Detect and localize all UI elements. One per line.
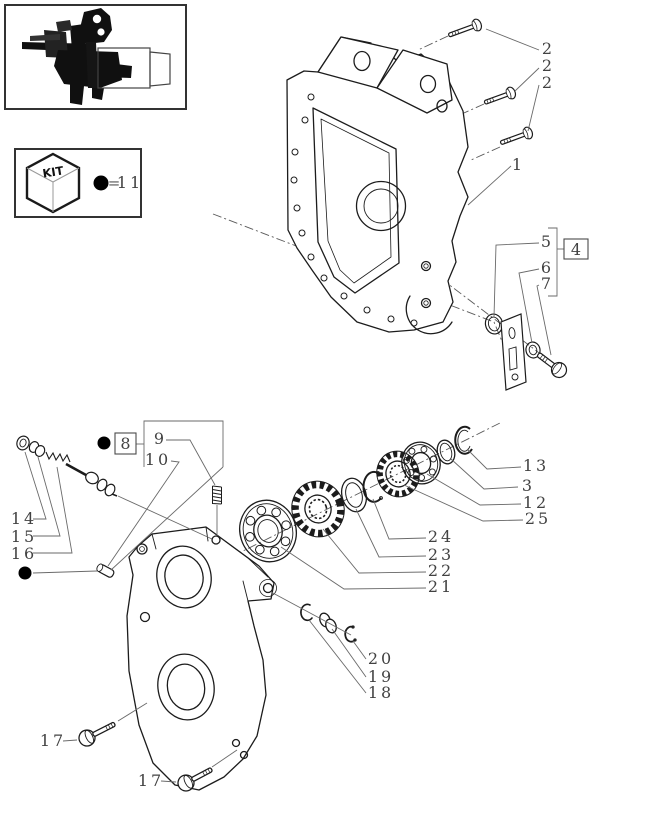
callout-15: 15	[10, 527, 38, 546]
spring-16	[46, 452, 70, 462]
callout-18: 18	[367, 683, 395, 702]
circlip-20	[345, 626, 356, 642]
bolt-17a	[76, 717, 118, 749]
kit-cube-label: KIT	[41, 163, 65, 181]
leader-19	[332, 629, 366, 677]
callout-10: 10	[144, 450, 172, 469]
callout-9: 9	[153, 429, 165, 448]
leader-3	[451, 459, 518, 489]
callout-2b: 2	[541, 56, 553, 75]
callout-13: 13	[522, 456, 550, 475]
nut-15	[28, 440, 47, 458]
gear-22	[285, 474, 352, 543]
leader-13	[467, 449, 521, 469]
gasket-plate	[501, 314, 526, 390]
callout-25: 25	[524, 509, 552, 528]
callout-8: 8	[120, 434, 131, 453]
kit-dot-item-8	[98, 437, 111, 450]
callout-17a: 17	[39, 731, 67, 750]
plug-parts-axis	[271, 592, 351, 635]
leader-25	[404, 485, 523, 521]
kit-dot-bullet	[94, 176, 109, 191]
callout-19: 19	[367, 667, 395, 686]
kit-equals-sign: =	[107, 174, 121, 192]
leader-5	[494, 243, 539, 317]
leader-21	[281, 547, 426, 589]
detent-pin-10	[96, 563, 115, 578]
leader-2b	[515, 68, 539, 91]
callout-5: 5	[540, 232, 552, 251]
leader-1	[468, 166, 511, 205]
callout-16: 16	[10, 544, 38, 563]
gear-train-centerline	[233, 423, 500, 556]
leader-7	[537, 285, 551, 355]
bolt-2c-centerline	[471, 147, 500, 160]
kit-legend-box	[15, 149, 143, 217]
callout-6: 6	[540, 258, 552, 277]
leader-9	[166, 440, 215, 485]
callout-2c: 2	[541, 73, 553, 92]
bolt-2a-centerline	[418, 36, 448, 50]
callout-3: 3	[521, 476, 533, 495]
kit-dot-item-10	[19, 567, 32, 580]
leader-2c	[528, 85, 539, 131]
bolt-2b	[483, 86, 517, 108]
gasket-group	[484, 312, 570, 390]
callout-12: 12	[522, 493, 550, 512]
callout-23: 23	[427, 545, 455, 564]
rear-cover	[76, 527, 356, 794]
detent-rod	[66, 464, 117, 497]
leader-20	[353, 641, 366, 659]
callout-7: 7	[540, 274, 552, 293]
leader-2a	[486, 29, 539, 50]
gear-25	[371, 446, 425, 503]
callout-22: 22	[427, 561, 455, 580]
leader-22	[323, 529, 426, 573]
plug-ring-18	[301, 604, 312, 620]
callout-20: 20	[367, 649, 395, 668]
assembly-thumbnail-box	[5, 5, 186, 109]
callout-4: 4	[570, 240, 582, 259]
callout-1: 1	[511, 155, 523, 174]
washer-14	[15, 434, 31, 451]
callout-21: 21	[427, 577, 455, 596]
snap-ring-13	[455, 427, 472, 454]
kit-number: 11	[116, 173, 144, 192]
leader-12	[427, 474, 521, 505]
pto-housing	[287, 37, 468, 334]
callout-24: 24	[427, 527, 455, 546]
kit-dot-leader	[33, 571, 97, 573]
bolt-2a	[447, 18, 483, 41]
callout-17b: 17	[137, 771, 165, 790]
leader-18	[309, 620, 366, 693]
spring-9	[213, 486, 222, 504]
callout-14: 14	[10, 509, 38, 528]
bolt-7	[534, 348, 570, 380]
callout-2a: 2	[541, 39, 553, 58]
leader-24	[373, 499, 426, 539]
leader-23	[356, 509, 426, 557]
